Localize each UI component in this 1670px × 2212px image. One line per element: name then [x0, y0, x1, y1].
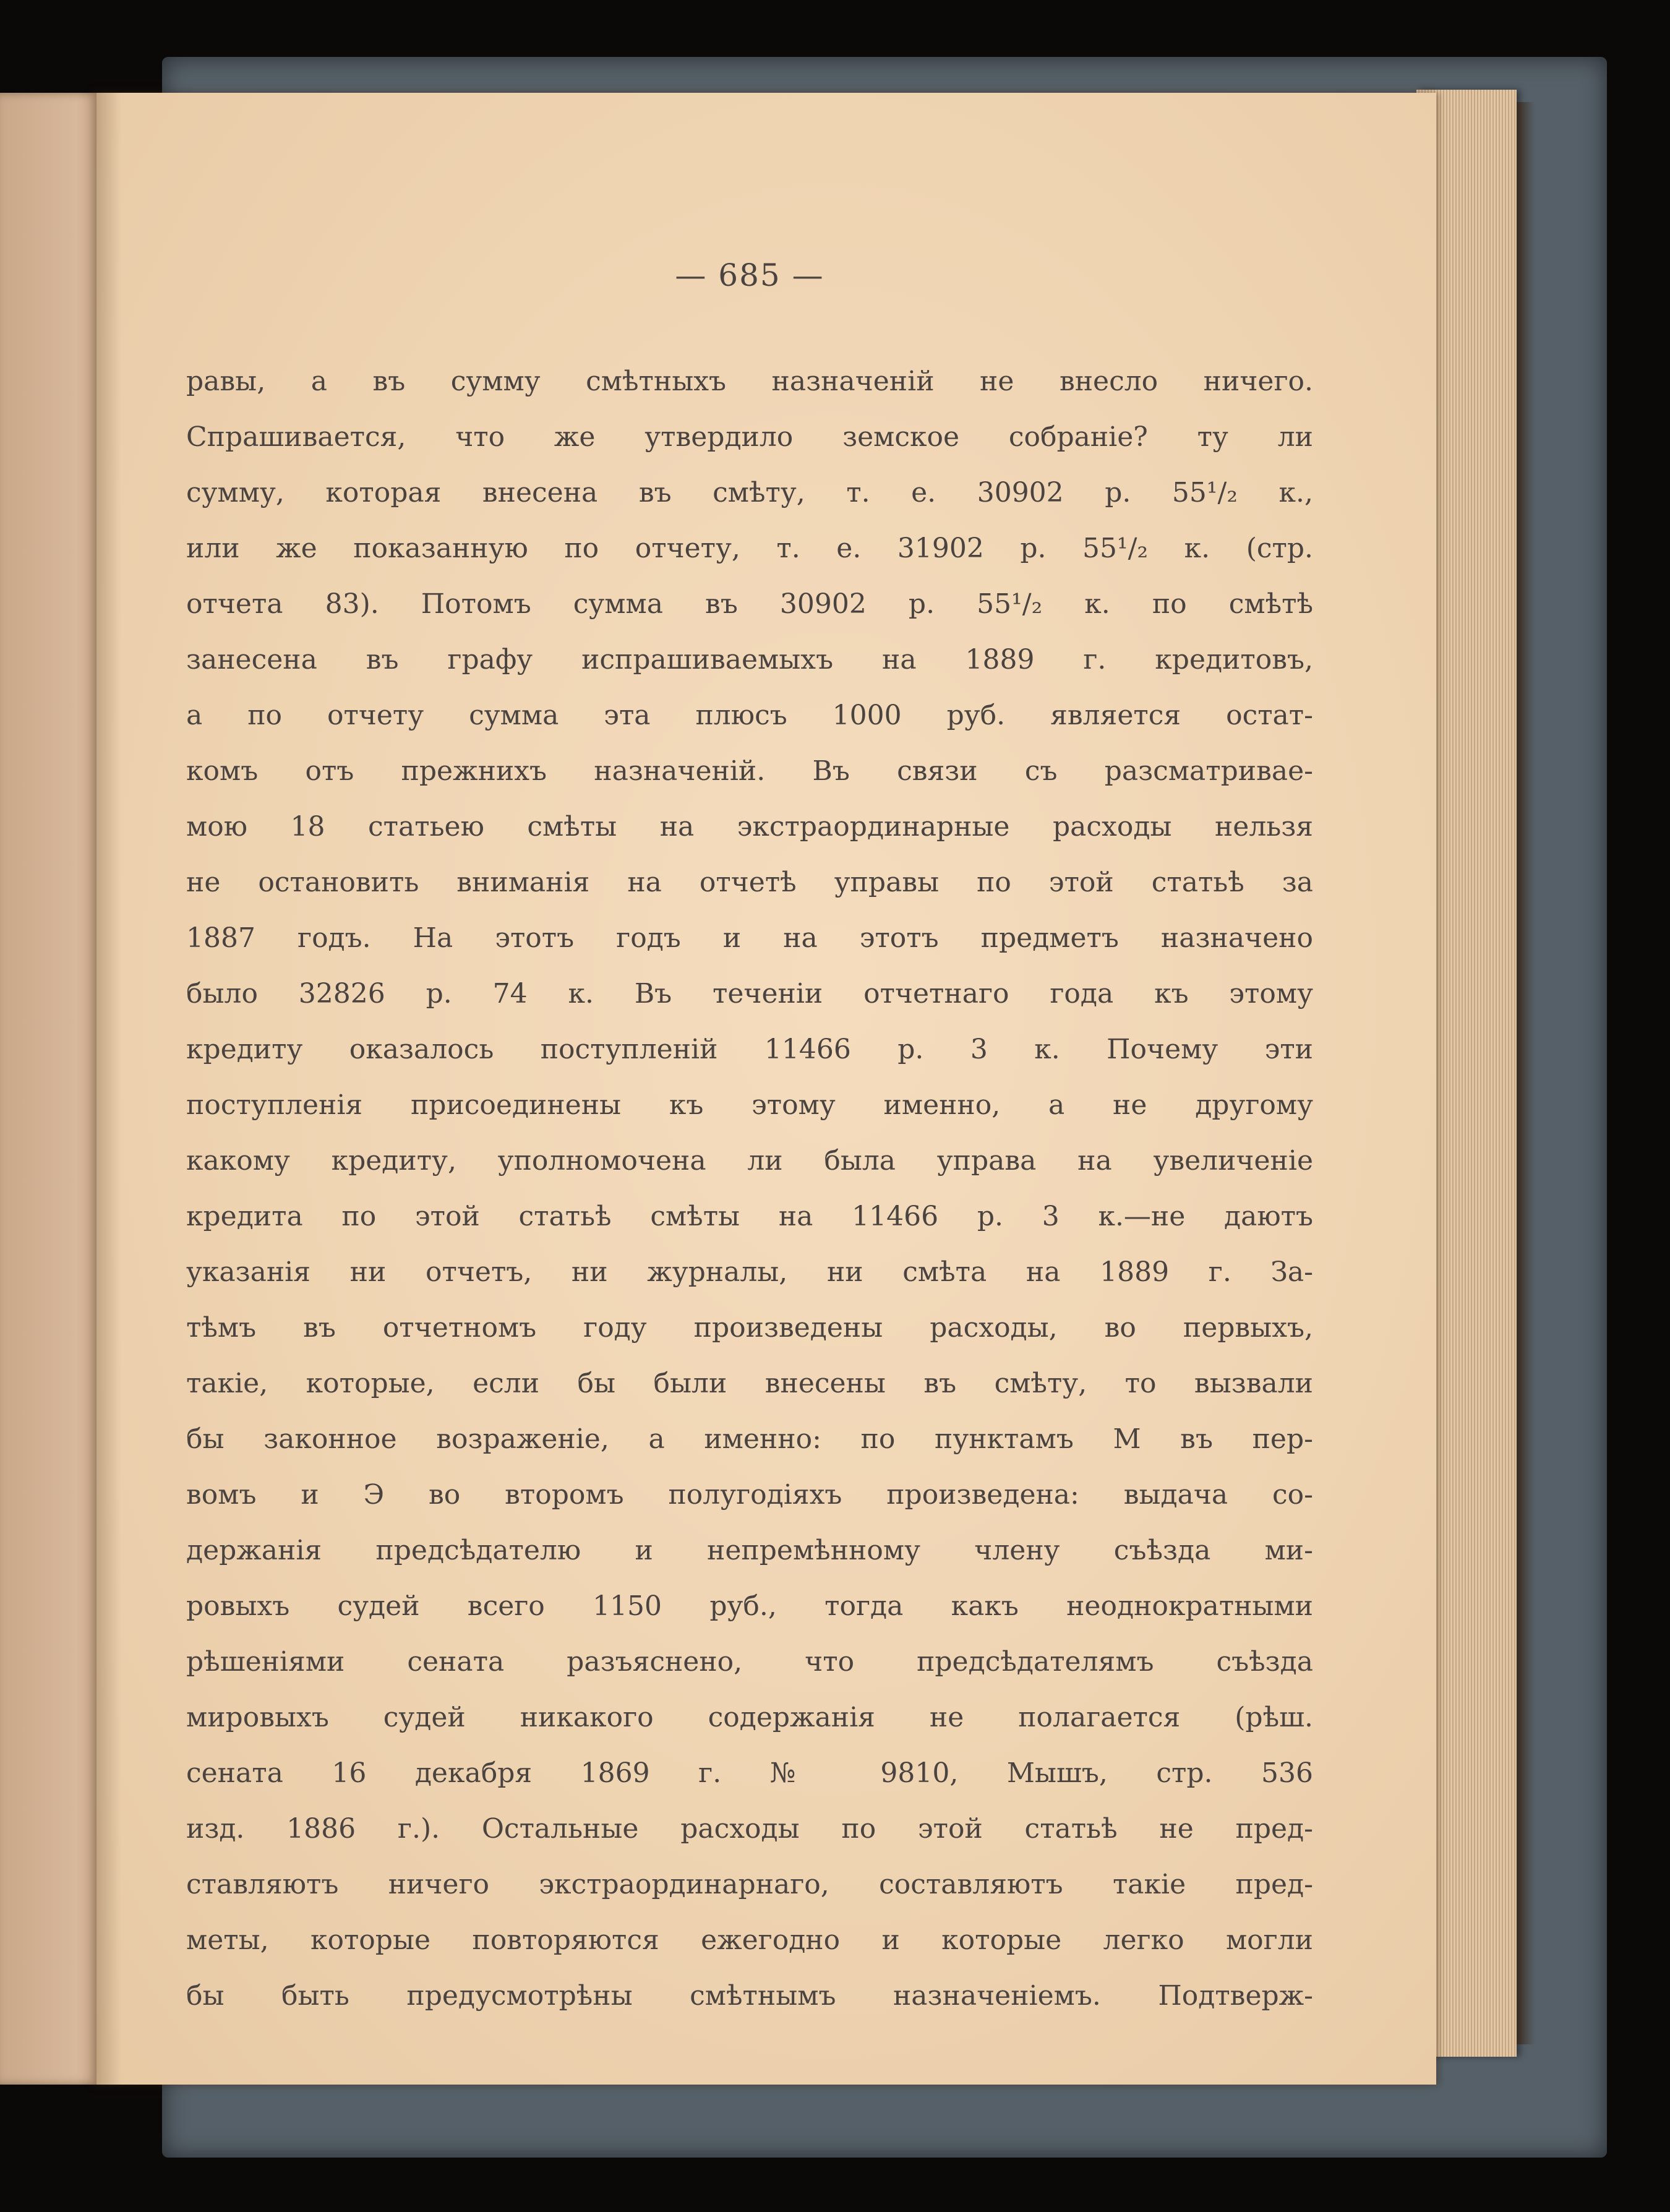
text-line: сумму, которая внесена въ смѣту, т. е. 30902 р. 55¹/₂ к., [186, 477, 1313, 508]
text-line: какому кредиту, уполномочена ли была управа на увеличеніе [186, 1145, 1313, 1177]
text-line: сената 16 декабря 1869 г. № 9810, Мышъ, стр. 536 [186, 1757, 1313, 1789]
book-page [96, 93, 1436, 2085]
text-line: занесена въ графу испрашиваемыхъ на 1889 г. кредитовъ, [186, 644, 1313, 675]
text-line: ставляютъ ничего экстраординарнаго, составляютъ такіе пред- [186, 1869, 1313, 1900]
page-stack-shadow [1517, 102, 1535, 2044]
text-line: тѣмъ въ отчетномъ году произведены расходы, во первыхъ, [186, 1312, 1313, 1344]
text-line: кредита по этой статьѣ смѣты на 11466 р. 3 к.—не даютъ [186, 1201, 1313, 1232]
page-gutter [96, 93, 121, 2085]
text-line: кредиту оказалось поступленій 11466 р. 3 к. Почему эти [186, 1034, 1313, 1065]
text-line: такіе, которые, если бы были внесены въ смѣту, то вызвали [186, 1368, 1313, 1399]
text-line: бы законное возраженіе, а именно: по пунктамъ М въ пер- [186, 1423, 1313, 1455]
text-line: или же показанную по отчету, т. е. 31902 р. 55¹/₂ к. (стр. [186, 533, 1313, 564]
text-line: мировыхъ судей никакого содержанія не полагается (рѣш. [186, 1702, 1313, 1733]
text-line: изд. 1886 г.). Остальные расходы по этой статьѣ не пред- [186, 1813, 1313, 1845]
text-line: указанія ни отчетъ, ни журналы, ни смѣта на 1889 г. За- [186, 1256, 1313, 1288]
text-line: 1887 годъ. На этотъ годъ и на этотъ предметъ назначено [186, 922, 1313, 954]
text-line: комъ отъ прежнихъ назначеній. Въ связи съ разсматривае- [186, 755, 1313, 787]
text-line: поступленія присоединены къ этому именно, а не другому [186, 1089, 1313, 1121]
text-line: вомъ и Э во второмъ полугодіяхъ произведена: выдача со- [186, 1479, 1313, 1511]
text-line: Спрашивается, что же утвердило земское собраніе? ту ли [186, 421, 1313, 453]
text-line: не остановить вниманія на отчетѣ управы по этой статьѣ за [186, 867, 1313, 898]
text-line: было 32826 р. 74 к. Въ теченіи отчетнаго года къ этому [186, 978, 1313, 1010]
text-line: отчета 83). Потомъ сумма въ 30902 р. 55¹/₂ к. по смѣтѣ [186, 588, 1313, 620]
page-number: — 685 — [675, 257, 824, 293]
text-line: равы, а въ сумму смѣтныхъ назначеній не внесло ничего. [186, 366, 1313, 397]
text-line: а по отчету сумма эта плюсъ 1000 руб. является остат- [186, 700, 1313, 731]
text-line: бы быть предусмотрѣны смѣтнымъ назначеніемъ. Подтверж- [186, 1980, 1313, 2012]
page-text-block [186, 93, 1313, 2085]
text-line: мою 18 статьею смѣты на экстраординарные расходы нельзя [186, 811, 1313, 842]
text-line: рѣшеніями сената разъяснено, что предсѣдателямъ съѣзда [186, 1646, 1313, 1678]
text-line: держанія предсѣдателю и непремѣнному члену съѣзда ми- [186, 1535, 1313, 1566]
text-line: ровыхъ судей всего 1150 руб., тогда какъ неоднократными [186, 1590, 1313, 1622]
text-line: меты, которые повторяются ежегодно и которые легко могли [186, 1924, 1313, 1956]
